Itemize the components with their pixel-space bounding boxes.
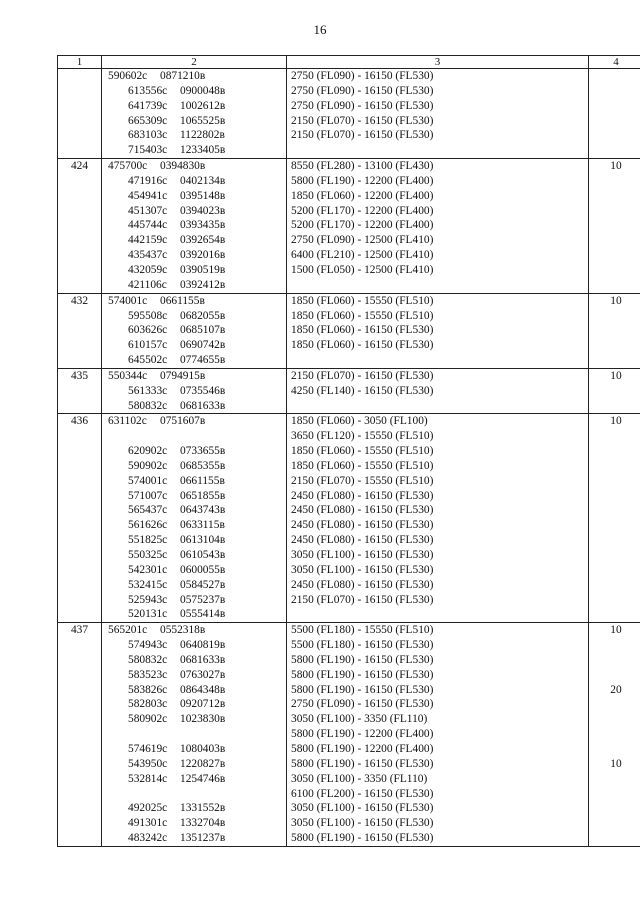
flight-level-range: 2750 (FL090) - 16150 (FL530) [291,84,434,97]
column-4-value: 10 [610,369,622,382]
latitude: 574001с [128,474,168,487]
coordinate-line [106,218,286,233]
flight-level-range: 6100 (FL200) - 16150 (FL530) [291,787,434,800]
longitude: 0392654в [180,234,226,247]
column-4-value [589,84,640,99]
coordinate-line [106,668,286,683]
longitude: 0751607в [160,415,206,428]
flight-level-range: 5500 (FL180) - 15550 (FL510) [291,624,434,637]
latitude: 454941с [128,189,168,202]
coordinate-line [106,697,286,712]
flight-level-range: 3650 (FL120) - 15550 (FL510) [291,430,434,443]
longitude: 0600055в [180,563,226,576]
flight-level-range: 2150 (FL070) - 16150 (FL530) [291,129,434,142]
flight-level-range: 2750 (FL090) - 16150 (FL530) [291,698,434,711]
zone-number-cell [58,293,102,368]
coordinate-line [106,831,286,846]
column-4-value: 10 [610,757,622,770]
coordinate-line [106,369,286,384]
flight-level-range: 2750 (FL090) - 16150 (FL530) [291,99,434,112]
coordinates-cell [102,368,287,414]
flight-level-range: 2450 (FL080) - 16150 (FL530) [291,504,434,517]
flight-level-range: 1850 (FL060) - 15550 (FL510) [291,294,434,307]
flight-level-range: 2150 (FL070) - 15550 (FL510) [291,474,434,487]
flight-level-range: 3050 (FL100) - 3350 (FL110) [291,713,428,726]
coordinate-line [106,518,286,533]
latitude: 435437с [128,249,168,262]
longitude: 0643743в [180,504,226,517]
altitude-cell [287,623,589,847]
flight-level-range: 1500 (FL050) - 12500 (FL410) [291,263,434,276]
column-4-value [589,742,640,757]
flight-level-range: 1850 (FL060) - 15550 (FL510) [291,445,434,458]
flight-level-range: 1850 (FL060) - 3050 (FL100) [291,415,428,428]
column-4-value [589,474,640,489]
altitude-cell [287,69,589,159]
table-row [58,414,640,623]
coordinate-line [106,801,286,816]
longitude: 1122802в [180,129,225,142]
latitude: 520131с [128,608,168,621]
coordinate-line [106,399,286,414]
latitude: 532415с [128,578,168,591]
longitude: 0685355в [180,459,226,472]
flight-level-range: 2750 (FL090) - 16150 (FL530) [291,70,434,82]
latitude: 715403с [128,144,168,157]
column-4-value [589,353,640,368]
longitude: 1331552в [180,802,226,815]
column-4-value [589,801,640,816]
flight-level-range: 3050 (FL100) - 16150 (FL530) [291,802,434,815]
coordinate-line [106,489,286,504]
longitude: 0794915в [160,369,206,382]
latitude: 543950с [128,757,168,770]
coordinate-line [106,742,286,757]
column-4-value [589,772,640,787]
value-cell [589,368,640,414]
altitude-cell [287,293,589,368]
airspace-table [57,55,640,847]
value-cell [589,159,640,294]
coordinate-line [106,578,286,593]
longitude: 0681633в [180,653,226,666]
coordinate-line [106,653,286,668]
coordinates-cell [102,414,287,623]
zone-number: 437 [70,624,89,637]
header-row [58,56,640,69]
column-4-value [589,399,640,414]
longitude: 0774655в [180,354,226,367]
longitude: 0390519в [180,263,226,276]
latitude: 582803с [128,698,168,711]
table-row [58,368,640,414]
column-4-value [589,143,640,158]
longitude: 0763027в [180,668,226,681]
coordinates-cell [102,623,287,847]
coordinate-line [106,189,286,204]
coordinate-line [106,294,286,309]
column-4-value [589,218,640,233]
flight-level-range [291,607,588,622]
latitude: 471916с [128,174,168,187]
zone-number [58,69,101,84]
flight-level-range: 5200 (FL170) - 12200 (FL400) [291,204,434,217]
latitude: 550325с [128,549,168,561]
latitude: 590602с [108,70,148,82]
coordinate-line [106,503,286,518]
longitude: 1332704в [180,817,226,830]
column-4-value: 20 [610,683,622,696]
flight-level-range: 5800 (FL190) - 16150 (FL530) [291,653,434,666]
zone-number: 432 [70,294,89,307]
latitude: 491301с [128,817,168,830]
latitude: 683103с [128,129,168,142]
latitude: 432059с [128,263,168,276]
flight-level-range: 3050 (FL100) - 3350 (FL110) [291,772,428,785]
table-row [58,293,640,368]
flight-level-range: 2450 (FL080) - 16150 (FL530) [291,489,434,502]
longitude: 0871210в [160,70,206,82]
column-4-value [589,727,640,742]
zone-number-cell [58,623,102,847]
coordinate-line [106,84,286,99]
table-body [58,69,640,847]
latitude: 492025с [128,802,168,815]
zone-number-cell [58,368,102,414]
column-4-value [589,563,640,578]
latitude: 631102с [108,415,147,428]
coordinate-line [106,727,286,742]
longitude: 1023830в [180,713,226,726]
column-4-value [589,533,640,548]
coordinates-cell [102,293,287,368]
longitude: 0920712в [180,698,226,711]
longitude: 0393435в [180,219,226,232]
column-4-value [589,712,640,727]
longitude: 0864348в [180,683,226,696]
longitude: 0394830в [160,160,206,173]
latitude: 574619с [128,742,168,755]
latitude: 550344с [108,369,148,382]
longitude: 0651855в [180,489,226,502]
latitude: 551825с [128,534,168,547]
flight-level-range: 5800 (FL190) - 16150 (FL530) [291,757,434,770]
column-4-value: 10 [610,624,622,637]
column-4-value: 10 [610,415,622,428]
flight-level-range: 2150 (FL070) - 16150 (FL530) [291,114,434,127]
latitude: 561626с [128,519,168,532]
altitude-cell [287,368,589,414]
coordinate-line [106,772,286,787]
flight-level-range: 2150 (FL070) - 16150 (FL530) [291,593,434,606]
latitude: 613556с [128,84,168,97]
longitude: 0575237в [180,593,226,606]
longitude: 1065525в [180,114,226,127]
column-4-value [589,174,640,189]
flight-level-range: 2450 (FL080) - 16150 (FL530) [291,534,434,547]
column-4-value [589,697,640,712]
flight-level-range: 5800 (FL190) - 12200 (FL400) [291,174,434,187]
column-4-value [589,503,640,518]
value-cell [589,414,640,623]
flight-level-range: 2450 (FL080) - 16150 (FL530) [291,519,434,532]
coordinate-line [106,69,286,84]
coordinate-line [106,248,286,263]
column-4-value [589,429,640,444]
longitude: 0733655в [180,445,226,458]
column-4-value [589,248,640,263]
flight-level-range: 1850 (FL060) - 15550 (FL510) [291,309,434,322]
column-4-value [589,653,640,668]
coordinate-line [106,474,286,489]
flight-level-range: 5800 (FL190) - 16150 (FL530) [291,683,434,696]
flight-level-range: 3050 (FL100) - 16150 (FL530) [291,549,434,561]
flight-level-range: 2450 (FL080) - 16150 (FL530) [291,578,434,591]
table-row [58,69,640,159]
flight-level-range: 5200 (FL170) - 12200 (FL400) [291,219,434,232]
coordinate-line [106,638,286,653]
latitude: 595508с [128,309,168,322]
coordinate-line [106,174,286,189]
column-4-value [589,204,640,219]
flight-level-range: 4250 (FL140) - 16150 (FL530) [291,384,434,397]
longitude: 0552318в [160,624,206,637]
latitude: 610157с [128,339,168,352]
longitude: 0685107в [180,324,226,337]
flight-level-range: 3050 (FL100) - 16150 (FL530) [291,817,434,830]
column-4-value [589,338,640,353]
longitude: 0555414в [180,608,226,621]
latitude: 442159с [128,234,168,247]
flight-level-range: 1850 (FL060) - 15550 (FL510) [291,459,434,472]
table-row [58,623,640,847]
column-4-value [589,668,640,683]
coordinate-line [106,323,286,338]
latitude: 475700с [108,160,148,173]
column-4-value [589,831,640,846]
column-4-value [589,189,640,204]
value-cell [589,623,640,847]
latitude: 580832с [128,399,168,412]
coordinate-line [106,607,286,622]
longitude: 0900048в [180,84,226,97]
coordinate-line [106,444,286,459]
coordinate-line [106,593,286,608]
table-row [58,159,640,294]
flight-level-range [291,399,588,414]
flight-level-range: 5800 (FL190) - 12200 (FL400) [291,742,434,755]
page-number: 16 [313,22,327,37]
latitude: 561333с [128,384,168,397]
flight-level-range [291,278,588,293]
coordinate-line [106,128,286,143]
column-4-value [589,459,640,474]
coordinate-line [106,114,286,129]
latitude: 542301с [128,563,168,576]
latitude: 590902с [128,459,168,472]
column-4-value [589,233,640,248]
flight-level-range [291,353,588,368]
flight-level-range: 1850 (FL060) - 16150 (FL530) [291,324,434,337]
longitude: 0640819в [180,639,226,652]
coordinate-line [106,263,286,278]
latitude: 451307с [128,204,168,217]
coordinate-line [106,548,286,563]
longitude: 0392412в [180,278,226,291]
latitude: 445744с [128,219,168,232]
column-4-value [589,69,640,84]
longitude: 1220827в [180,757,226,770]
coordinate-line [106,712,286,727]
longitude: 1351237в [180,832,226,845]
coordinate-line [106,757,286,772]
coordinate-line [106,429,286,444]
value-cell [589,293,640,368]
column-header-4: 4 [589,56,640,69]
coordinate-line [106,816,286,831]
column-4-value [589,518,640,533]
latitude: 583826с [128,683,168,696]
flight-level-range: 3050 (FL100) - 16150 (FL530) [291,563,434,576]
coordinate-line [106,99,286,114]
longitude: 0395148в [180,189,226,202]
latitude: 525943с [128,593,168,606]
coordinate-line [106,338,286,353]
longitude: 0681633в [180,399,226,412]
column-header-2: 2 [102,56,287,69]
coordinate-line [106,143,286,158]
latitude: 645502с [128,354,168,367]
altitude-cell [287,414,589,623]
latitude: 565437с [128,504,168,517]
longitude: 1080403в [180,742,226,755]
latitude: 603626с [128,324,168,337]
column-4-value [589,323,640,338]
coordinate-line [106,623,286,638]
coordinate-line [106,233,286,248]
coordinate-line [106,309,286,324]
longitude: 0584527в [180,578,226,591]
column-4-value [589,278,640,293]
latitude: 583523с [128,668,168,681]
column-4-value: 10 [610,294,622,307]
zone-number: 435 [70,369,89,382]
longitude: 0402134в [180,174,226,187]
latitude: 665309с [128,114,168,127]
coordinate-line [106,384,286,399]
latitude: 565201с [108,624,148,637]
coordinate-line [106,353,286,368]
coordinates-cell [102,159,287,294]
coordinate-line [106,459,286,474]
latitude: 641739с [128,99,168,112]
column-4-value [589,638,640,653]
longitude: 0392016в [180,249,226,262]
column-header-3: 3 [287,56,589,69]
flight-level-range: 2750 (FL090) - 12500 (FL410) [291,234,434,247]
column-4-value [589,593,640,608]
latitude: 580902с [128,713,168,726]
coordinate-line [106,563,286,578]
longitude: 1233405в [180,144,226,157]
longitude: 0394023в [180,204,226,217]
zone-number-cell [58,159,102,294]
coordinate-line [106,533,286,548]
value-cell [589,69,640,159]
longitude: 1254746в [180,772,226,785]
column-4-value [589,128,640,143]
longitude: 1002612в [180,99,226,112]
latitude: 421106с [128,278,167,291]
column-4-value [589,309,640,324]
coordinate-line [106,683,286,698]
longitude: 0682055в [180,309,226,322]
column-4-value [589,787,640,802]
column-header-1: 1 [58,56,102,69]
column-4-value: 10 [610,160,622,173]
flight-level-range: 6400 (FL210) - 12500 (FL410) [291,249,434,262]
flight-level-range: 1850 (FL060) - 16150 (FL530) [291,339,434,352]
coordinate-line [106,159,286,174]
coordinate-line [106,278,286,293]
coordinates-cell [102,69,287,159]
column-4-value [589,263,640,278]
longitude: 0735546в [180,384,226,397]
flight-level-range: 1850 (FL060) - 12200 (FL400) [291,189,434,202]
column-4-value [589,114,640,129]
column-4-value [589,99,640,114]
latitude: 620902с [128,445,168,458]
flight-level-range: 5500 (FL180) - 16150 (FL530) [291,639,434,652]
longitude: 0610543в [180,549,226,561]
latitude: 574001с [108,294,148,307]
column-4-value [589,489,640,504]
longitude: 0613104в [180,534,226,547]
latitude: 571007с [128,489,168,502]
column-4-value [589,548,640,563]
zone-number: 436 [70,415,89,428]
altitude-cell [287,159,589,294]
longitude: 0661155в [180,474,225,487]
longitude: 0690742в [180,339,226,352]
latitude: 483242с [128,832,168,845]
column-4-value [589,384,640,399]
flight-level-range: 8550 (FL280) - 13100 (FL430) [291,160,434,173]
flight-level-range: 5800 (FL190) - 16150 (FL530) [291,668,434,681]
column-4-value [589,444,640,459]
zone-number-cell [58,69,102,159]
latitude: 580832с [128,653,168,666]
column-4-value [589,607,640,622]
latitude: 532814с [128,772,168,785]
flight-level-range: 5800 (FL190) - 16150 (FL530) [291,832,434,845]
longitude: 0633115в [180,519,225,532]
column-4-value [589,578,640,593]
column-4-value [589,816,640,831]
longitude: 0661155в [160,294,205,307]
zone-number-cell [58,414,102,623]
coordinate-line [106,414,286,429]
flight-level-range: 5800 (FL190) - 12200 (FL400) [291,728,434,741]
coordinate-line [106,787,286,802]
coordinate-line [106,204,286,219]
latitude: 574943с [128,639,168,652]
flight-level-range [291,143,588,158]
flight-level-range: 2150 (FL070) - 16150 (FL530) [291,369,434,382]
zone-number: 424 [70,160,89,173]
